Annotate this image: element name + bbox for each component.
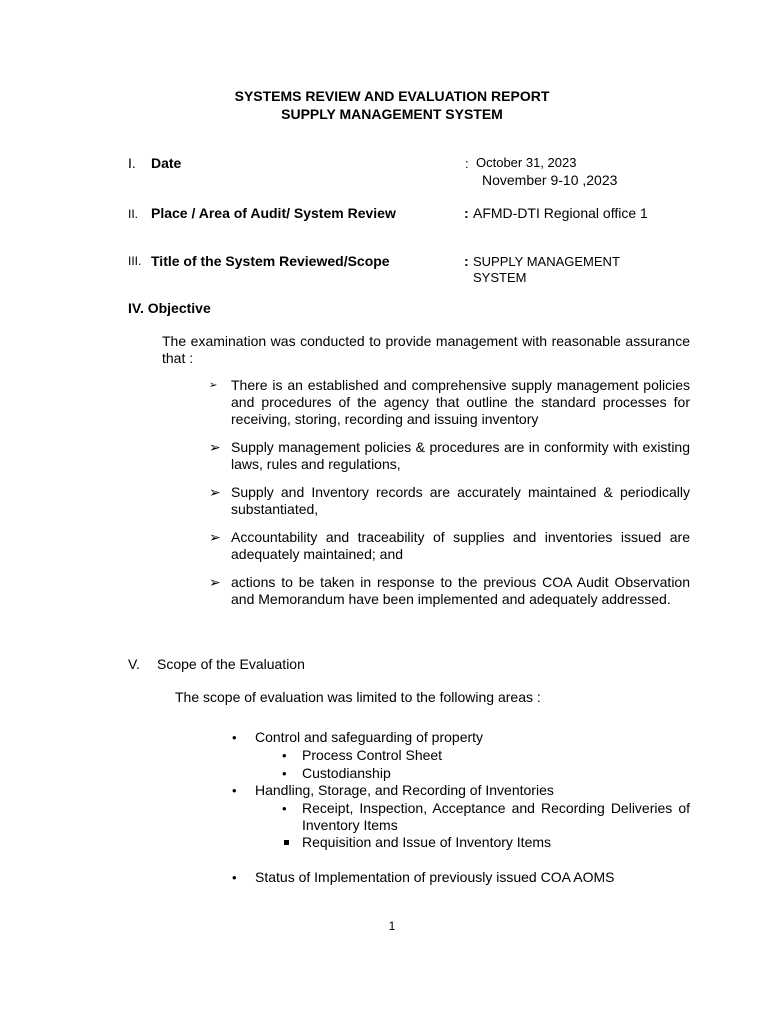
bullet-icon: • (282, 748, 287, 763)
objective-heading: IV. Objective (128, 300, 211, 316)
bullet-icon: • (232, 783, 237, 798)
system-title-label: Title of the System Reviewed/Scope (151, 253, 390, 269)
scope-area-3: Status of Implementation of previously issued COA AOMS (255, 869, 615, 885)
scope-intro: The scope of evaluation was limited to the following areas : (175, 689, 541, 705)
scope-area-1-sub-2: Custodianship (302, 765, 391, 781)
objective-item-4: Accountability and traceability of supplies and inventories issued are adequately maintained; and (231, 529, 690, 562)
section-number-title: III. (128, 254, 142, 268)
date-label: Date (151, 155, 182, 171)
section-number-place: II. (128, 207, 139, 221)
bullet-icon: • (232, 870, 237, 885)
report-subtitle: SUPPLY MANAGEMENT SYSTEM (281, 106, 503, 122)
date-colon: : (465, 156, 469, 171)
scope-area-2-sub-2: Requisition and Issue of Inventory Items (302, 834, 552, 850)
arrow-bullet-icon: ➢ (209, 574, 221, 590)
arrow-bullet-icon: ➢ (209, 439, 221, 455)
scope-area-1-sub-1: Process Control Sheet (302, 747, 443, 763)
objective-item-1: There is an established and comprehensive supply management policies and procedures of the agency that outline the standard processes for receiving, storing, recording and issuing inventory (231, 377, 690, 427)
square-bullet-icon (284, 840, 289, 845)
system-title-colon: : (464, 253, 469, 269)
objective-item-3: Supply and Inventory records are accurately maintained & periodically substantiated, (231, 484, 690, 517)
date-value-1: October 31, 2023 (476, 155, 577, 170)
scope-area-2-sub-1: Receipt, Inspection, Acceptance and Recording Deliveries of Inventory Items (302, 800, 690, 833)
bullet-icon: • (282, 801, 287, 816)
scope-area-2: Handling, Storage, and Recording of Inventories (255, 782, 554, 798)
objective-item-5: actions to be taken in response to the previous COA Audit Observation and Memorandum have been implemented and adequately addressed. (231, 574, 690, 607)
place-colon: : (464, 205, 469, 221)
objective-intro: The examination was conducted to provide management with reasonable assurance that : (162, 333, 690, 366)
section-number-scope: V. (128, 656, 140, 672)
report-title: SYSTEMS REVIEW AND EVALUATION REPORT (234, 88, 550, 104)
place-label: Place / Area of Audit/ System Review (151, 205, 396, 221)
objective-item-2: Supply management policies & procedures are in conformity with existing laws, rules and regulations, (231, 439, 690, 472)
scope-area-1: Control and safeguarding of property (255, 729, 484, 745)
system-title-value-1: SUPPLY MANAGEMENT (473, 254, 620, 269)
arrow-bullet-icon: ➢ (209, 529, 221, 545)
bullet-icon: • (232, 730, 237, 745)
arrow-bullet-icon: ➢ (209, 380, 218, 391)
arrow-bullet-icon: ➢ (209, 484, 221, 500)
scope-heading: Scope of the Evaluation (157, 656, 305, 672)
place-value: AFMD-DTI Regional office 1 (473, 205, 648, 221)
system-title-value-2: SYSTEM (473, 270, 527, 285)
date-value-2: November 9-10 ,2023 (482, 172, 618, 188)
bullet-icon: • (282, 766, 287, 781)
section-number-date: I. (128, 155, 136, 171)
page-number: 1 (388, 919, 396, 933)
